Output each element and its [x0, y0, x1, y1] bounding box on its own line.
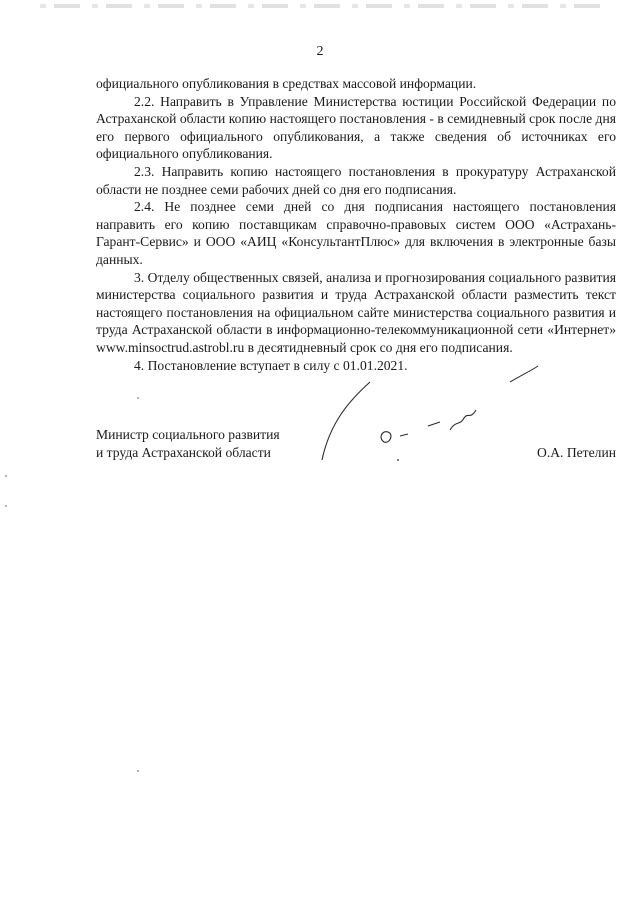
paragraph-2-2: 2.2. Направить в Управление Министерства юстиции Российской Федерации по Астраханской области копию настоящего постановления - в семидневный срок после дня его первого официального опубликования, а также сведения об источниках его официального опубликования.: [96, 93, 616, 162]
signatory-position-line-1: Министр социального развития: [96, 427, 280, 442]
signatory-name: О.А. Петелин: [537, 444, 616, 460]
paragraph-2-4: 2.4. Не позднее семи дней со дня подписания настоящего постановления направить его копию поставщикам справочно-правовых систем ООО «Астрахань-Гарант-Сервис» и ООО «АИЦ «КонсультантПлюс» для включения в электронные базы данных.: [96, 199, 616, 267]
page-number: 2: [316, 44, 324, 59]
paragraph-continuation: официального опубликования в средствах массовой информации.: [96, 76, 477, 91]
paragraph-2-3: 2.3. Направить копию настоящего постановления в прокуратуру Астраханской области не позднее семи рабочих дней со дня его подписания.: [96, 163, 616, 197]
paragraph-3: 3. Отделу общественных связей, анализа и прогнозирования социального развития министерства социального развития и труда Астраханской области разместить текст настоящего постановления на официальном сайте министерства социального развития и труда Астраханской области в информационно-телекоммуникационной сети «Интернет» www.minsoctrud.astrobl.ru в десятидневный срок со дня его подписания.: [96, 269, 616, 355]
scan-speck: [137, 770, 139, 772]
signature-block: [96, 426, 616, 486]
document-body: [96, 75, 616, 374]
paragraph-4: 4. Постановление вступает в силу с 01.01.2021.: [134, 357, 408, 373]
scan-speck: [5, 505, 7, 507]
signatory-position-line-2: и труда Астраханской области: [96, 444, 271, 460]
scan-header-artifact: [40, 4, 600, 8]
scan-speck: [5, 475, 7, 477]
signatory-position: [96, 426, 280, 461]
scan-speck: [137, 397, 139, 399]
